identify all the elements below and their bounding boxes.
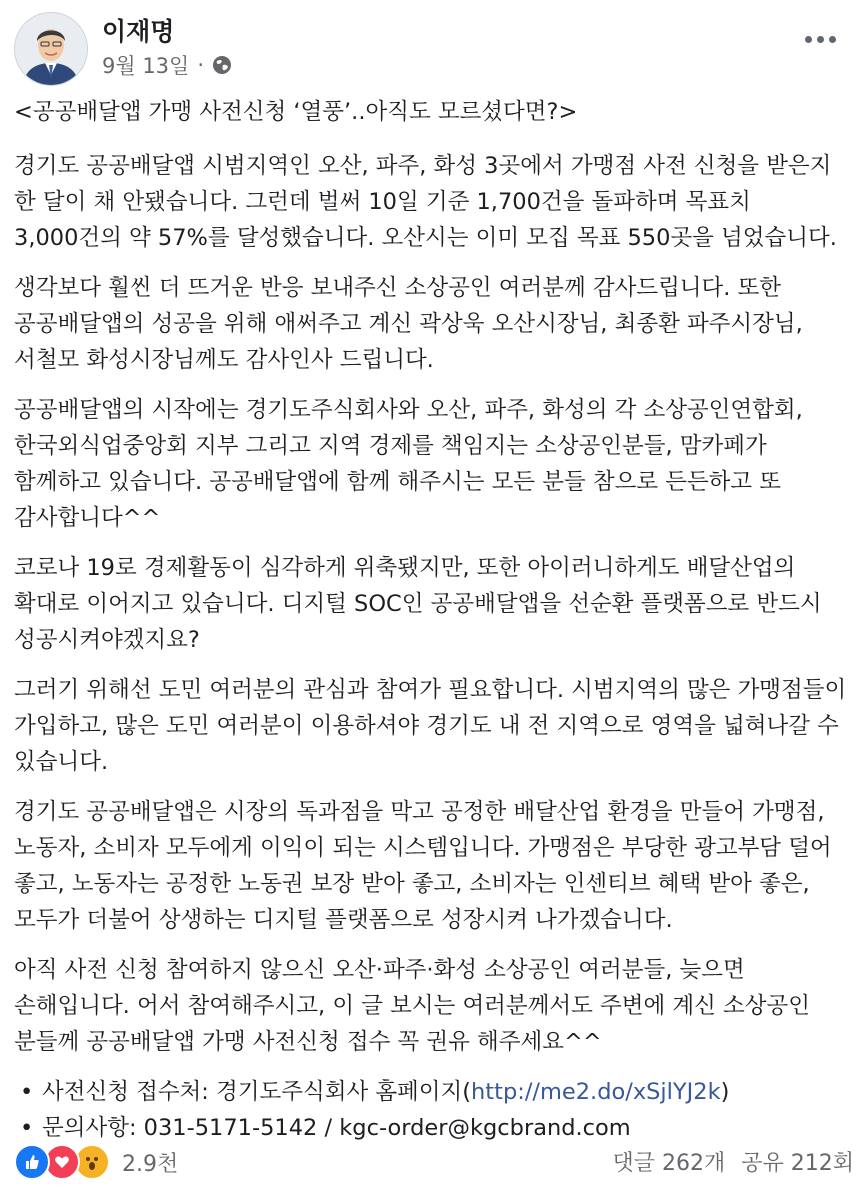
avatar-photo [15, 13, 87, 85]
post-date[interactable]: 9월 13일 [102, 54, 190, 78]
contact-item-application [14, 1074, 856, 1110]
post-paragraph: 아직 사전 신청 참여하지 않으신 오산·파주·화성 소상공인 여러분들, 늦으면 손해입니다. 어서 참여해주시고, 이 글 보시는 여러분께서도 주변에 계신 소상공인 분들께 공공배달앱 가맹 사전신청 접수 꼭 권유 해주세요^^ [14, 957, 810, 1055]
more-dot-icon [817, 36, 824, 43]
reaction-count[interactable]: 2.9천 [122, 1151, 179, 1177]
more-options-button[interactable] [799, 30, 842, 49]
share-count[interactable]: 공유 212회 [741, 1151, 854, 1176]
author-avatar[interactable] [14, 12, 88, 86]
application-suffix: ) [720, 1079, 730, 1105]
author-name[interactable]: 이재명 [102, 17, 175, 46]
post-header [0, 0, 868, 90]
post-paragraph: 코로나 19로 경제활동이 심각하게 위축됐지만, 또한 아이러니하게도 배달산업의 확대로 이어지고 있습니다. 디지털 SOC인 공공배달앱을 선순환 플랫폼으로 반드시 성공시켜야겠지요? [14, 555, 822, 653]
more-dot-icon [805, 36, 812, 43]
meta-separator: · [197, 53, 205, 77]
contact-item-inquiry: • 문의사항: 031-5171-5142 / kgc-order@kgcbrand.com [14, 1110, 856, 1146]
engagement-stats [613, 1146, 855, 1177]
comment-count[interactable]: 댓글 262개 [612, 1151, 726, 1176]
post-paragraph: 경기도 공공배달앱 시범지역인 오산, 파주, 화성 3곳에서 가맹점 사전 신청을 받은지 한 달이 채 안됐습니다. 그런데 벌써 10일 기준 1,700건을 돌파하며 목표치 3,000건의 약 57%를 달성했습니다. 오산시는 이미 모집 목표 550곳을 넘었습니다. [14, 153, 837, 251]
like-icon [14, 1144, 50, 1180]
post-paragraph: 공공배달앱의 시작에는 경기도주식회사와 오산, 파주, 화성의 각 소상공인연합회, 한국외식업중앙회 지부 그리고 지역 경제를 책임지는 소상공인분들, 맘카페가 함께하고 있습니다. 공공배달앱에 함께 해주시는 모든 분들 참으로 든든하고 또 감사합니다^^ [14, 397, 803, 531]
contact-list [14, 1074, 856, 1146]
post-meta [102, 50, 232, 80]
post-paragraph: 그러기 위해선 도민 여러분의 관심과 참여가 필요합니다. 시범지역의 많은 가맹점들이 가입하고, 많은 도민 여러분이 이용하셔야 경기도 내 전 지역으로 영역을 넓혀나갈 수 있습니다. [14, 677, 847, 775]
application-link[interactable]: http://me2.do/xSjlYJ2k [471, 1079, 721, 1105]
globe-icon[interactable] [212, 55, 232, 75]
post-footer [0, 1140, 868, 1184]
reaction-summary[interactable] [14, 1144, 178, 1180]
more-dot-icon [829, 36, 836, 43]
post-title: <공공배달앱 가맹 사전신청 ‘열풍’..아직도 모르셨다면?> [14, 99, 578, 125]
post-paragraph: 경기도 공공배달앱은 시장의 독과점을 막고 공정한 배달산업 환경을 만들어 가맹점, 노동자, 소비자 모두에게 이익이 되는 시스템입니다. 가맹점은 부당한 광고부담 덜어 좋고, 노동자는 공정한 노동권 보장 받아 좋고, 소비자는 인센티브 혜택 받아 좋은, 모두가 더불어 상생하는 디지털 플랫폼으로 성장시켜 나가겠습니다. [14, 799, 832, 933]
post-body [14, 94, 856, 1146]
post-paragraph: 생각보다 훨씬 더 뜨거운 반응 보내주신 소상공인 여러분께 감사드립니다. 또한 공공배달앱의 성공을 위해 애써주고 계신 곽상욱 오산시장님, 최종환 파주시장님, 서철모 화성시장님께도 감사인사 드립니다. [14, 275, 803, 373]
application-label: 사전신청 접수처: 경기도주식회사 홈페이지( [42, 1079, 472, 1105]
